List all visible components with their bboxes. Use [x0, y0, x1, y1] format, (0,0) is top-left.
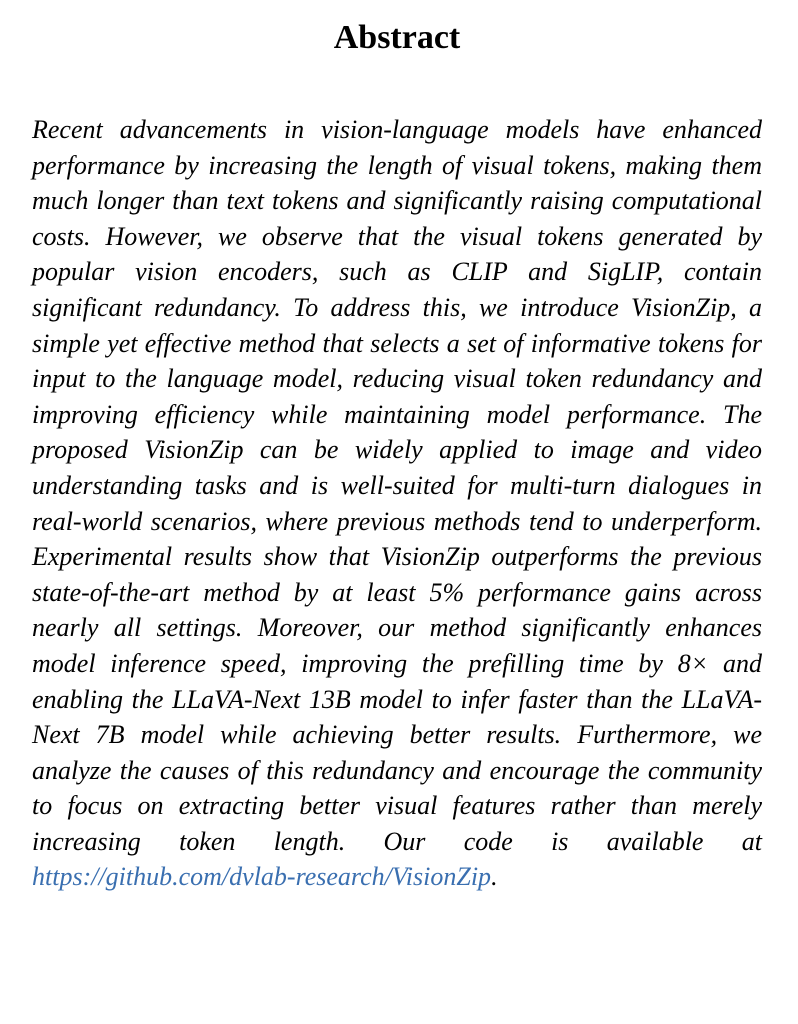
abstract-section [32, 14, 762, 895]
section-heading: Abstract [333, 19, 461, 56]
abstract-text [32, 112, 762, 895]
abstract-end: . [491, 862, 498, 892]
code-link[interactable]: https://github.com/dvlab-research/VisionZip [32, 862, 492, 892]
abstract-body: Recent advancements in vision-language models have enhanced performance by increasing the length of visual tokens, making them much longer than text tokens and significantly raising computational costs. However, we observe that the visual tokens generated by popular vision encoders, such as CLIP and SigLIP, contain significant redundancy. To address this, we introduce VisionZip, a simple yet effective method that selects a set of informative tokens for input to the language model, reducing visual token redundancy and improving efficiency while maintaining model performance. The proposed VisionZip can be widely applied to image and video understanding tasks and is well-suited for multi-turn dialogues in real-world scenarios, where previous methods tend to underperform. Experimental results show that VisionZip outperforms the previous state-of-the-art method by at least 5% performance gains across nearly all settings. Moreover, our method significantly enhances model inference speed, improving the prefilling time by 8× and enabling the LLaVA-Next 13B model to infer faster than the LLaVA-Next 7B model while achieving better results. Furthermore, we analyze the causes of this redundancy and encourage the community to focus on extracting better visual features rather than merely increasing token length. Our code is available at [32, 115, 762, 856]
